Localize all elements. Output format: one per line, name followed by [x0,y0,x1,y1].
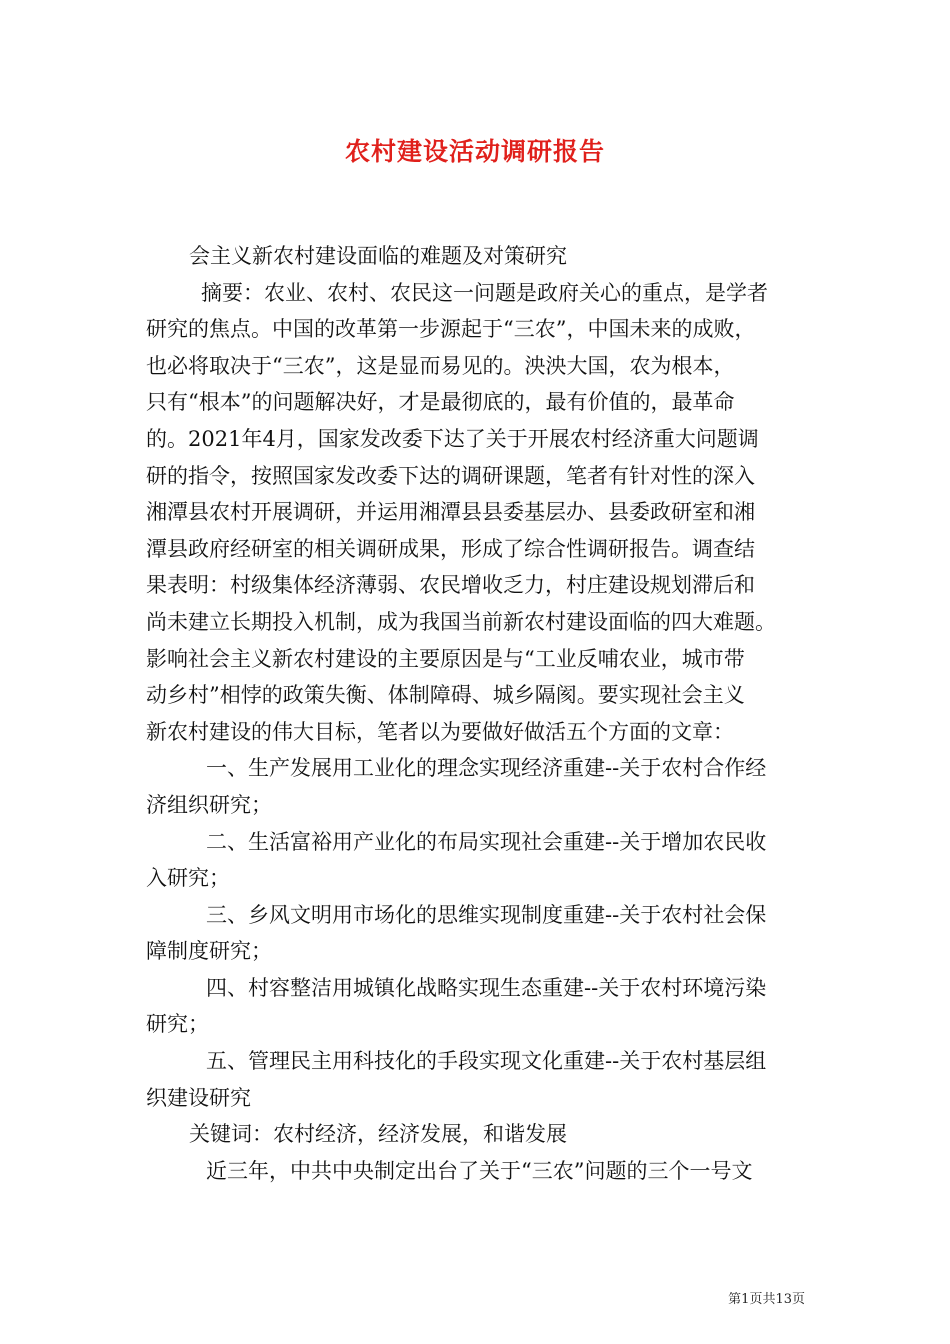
document-body [146,238,816,1189]
text-line: 摘要：农业、农村、农民这一问题是政府关心的重点，是学者 [201,280,768,305]
text-line: 影响社会主义新农村建设的主要原因是与“工业反哺农业，城市带 [146,646,745,671]
text-line: 果表明：村级集体经济薄弱、农民增收乏力，村庄建设规划滞后和 [146,573,755,598]
text-line: 四、村容整洁用城镇化战略实现生态重建--关于农村环境污染 [206,975,767,1000]
text-line: 入研究； [146,866,230,891]
text-line: 关键词：农村经济，经济发展，和谐发展 [189,1122,567,1147]
text-line: 五、管理民主用科技化的手段实现文化重建--关于农村基层组 [206,1049,767,1074]
text-line: 也必将取决于“三农”，这是显而易见的。泱泱大国，农为根本， [146,353,735,378]
text-line: 织建设研究 [146,1085,251,1110]
text-line: 研究的焦点。中国的改革第一步源起于“三农”，中国未来的成败， [146,317,756,342]
text-line: 的。2021年4月，国家发改委下达了关于开展农村经济重大问题调 [146,426,759,451]
text-line: 二、生活富裕用产业化的布局实现社会重建--关于增加农民收 [206,829,767,854]
text-line: 济组织研究； [146,792,272,817]
text-line: 研的指令，按照国家发改委下达的调研课题，笔者有针对性的深入 [146,463,755,488]
text-line: 新农村建设的伟大目标，笔者以为要做好做活五个方面的文章： [146,719,734,744]
page-number: 第1页共13页 [728,1292,805,1307]
text-line: 尚未建立长期投入机制，成为我国当前新农村建设面临的四大难题。 [146,609,776,634]
document-title: 农村建设活动调研报告 [344,137,605,166]
text-line: 潭县政府经研室的相关调研成果，形成了综合性调研报告。调查结 [146,536,755,561]
text-line: 会主义新农村建设面临的难题及对策研究 [189,244,567,268]
text-line: 湘潭县农村开展调研，并运用湘潭县县委基层办、县委政研室和湘 [146,500,755,525]
text-line: 近三年，中共中央制定出台了关于“三农”问题的三个一号文 [206,1158,753,1183]
text-line: 一、生产发展用工业化的理念实现经济重建--关于农村合作经 [206,756,767,781]
text-line: 动乡村”相悖的政策失衡、体制障碍、城乡隔阂。要实现社会主义 [146,683,745,708]
text-line: 只有“根本”的问题解决好，才是最彻底的，最有价值的，最革命 [146,390,735,415]
text-line: 三、乡风文明用市场化的思维实现制度重建--关于农村社会保 [206,902,767,927]
text-line: 障制度研究； [146,939,272,964]
text-line: 研究； [146,1012,209,1037]
